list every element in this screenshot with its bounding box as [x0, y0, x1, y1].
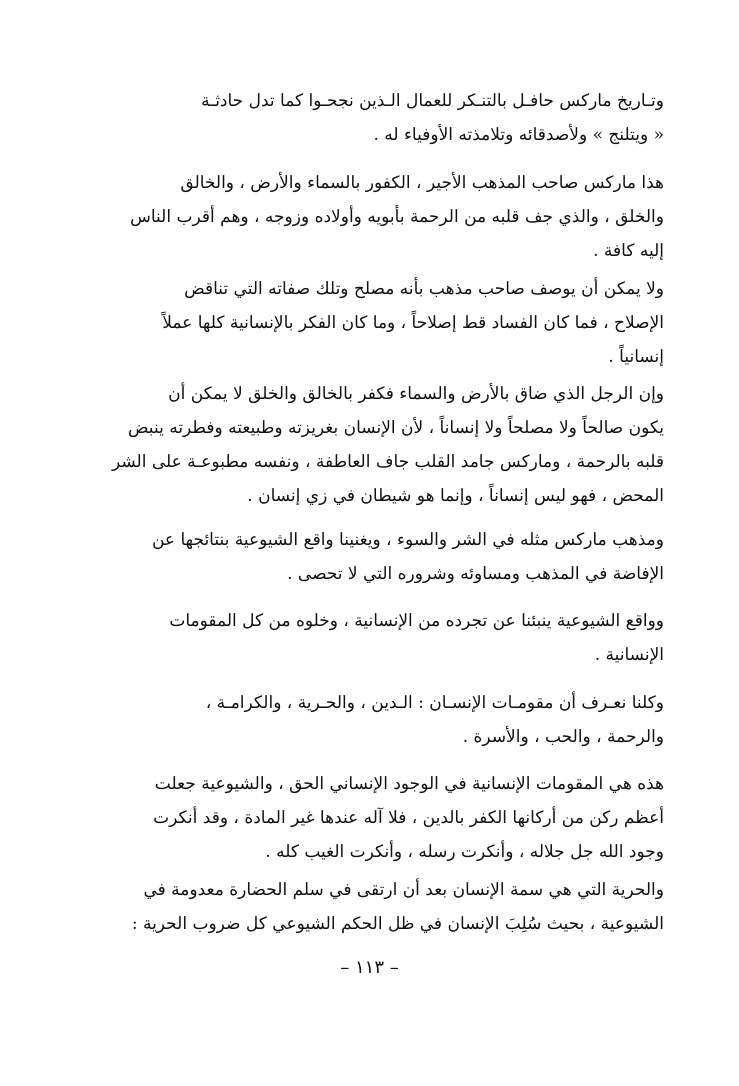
paragraph-7	[106, 686, 664, 754]
text-line: هذا ماركس صاحب المذهب الأجير ، الكفور بالسماء والأرض ، والخالق	[180, 173, 664, 193]
paragraph-4	[106, 377, 664, 513]
text-line: والخلق ، والذي جف قلبه من الرحمة بأبويه وأولاده وزوجه ، وهم أقرب الناس	[130, 207, 664, 227]
page-number: – ١١٣ –	[340, 957, 399, 978]
text-line: إنسانياً .	[608, 347, 664, 367]
text-line: وجود الله جل جلاله ، وأنكرت رسله ، وأنكرت الغيب كله .	[265, 842, 664, 862]
text-line: يكون صالحاً ولا مصلحاً ولا إنساناً ، لأن الإنسان بغريزته وطبيعته وفطرته ينبض	[127, 418, 664, 438]
text-line: وواقع الشيوعية ينبئنا عن تجرده من الإنسانية ، وخلوه من كل المقومات	[169, 611, 664, 631]
text-line: « ويتلنج » ولأصدقائه وتلامذته الأوفياء له .	[373, 125, 664, 145]
text-line: وإن الرجل الذي ضاق بالأرض والسماء فكفر بالخالق والخلق لا يمكن أن	[168, 384, 664, 404]
text-line: وكلنا نعـرف أن مقومـات الإنسـان : الـدين ، والحـرية ، والكرامـة ،	[205, 693, 664, 713]
text-line: وتـاريخ ماركس حافـل بالتنـكر للعمال الـذين نجحـوا كما تدل حادثـة	[201, 91, 664, 111]
text-line: الشيوعية ، بحيث سُلِبَ الإنسان في ظل الحكم الشيوعي كل ضروب الحرية :	[131, 914, 664, 934]
paragraph-9	[106, 873, 664, 941]
text-line: هذه هي المقومات الإنسانية في الوجود الإنساني الحق ، والشيوعية جعلت	[154, 774, 664, 794]
text-line: والحرية التي هي سمة الإنسان بعد أن ارتقى في سلم الحضارة معدومة في	[143, 880, 664, 900]
paragraph-5	[106, 523, 664, 591]
paragraph-1	[106, 84, 664, 152]
paragraph-8	[106, 767, 664, 869]
paragraph-3	[106, 272, 664, 374]
text-line: ومذهب ماركس مثله في الشر والسوء ، ويغنينا واقع الشيوعية بنتائجها عن	[151, 530, 664, 550]
text-line: الإنسانية .	[594, 645, 664, 665]
text-line: المحض ، فهو ليس إنساناً ، وإنما هو شيطان في زي إنسان .	[247, 486, 664, 506]
text-line: قلبه بالرحمة ، وماركس جامد القلب جاف العاطفة ، ونفسه مطبوعـة على الشر	[111, 452, 664, 472]
text-line: إليه كافة .	[593, 241, 664, 261]
paragraph-2	[106, 166, 664, 268]
text-line: الإفاضة في المذهب ومساوئه وشروره التي لا تحصى .	[287, 564, 664, 584]
text-line: والرحمة ، والحب ، والأسرة .	[462, 727, 664, 747]
paragraph-6	[106, 604, 664, 672]
text-line: أعظم ركن من أركانها الكفر بالدين ، فلا آله عندها غير المادة ، وقد أنكرت	[153, 808, 664, 828]
text-line: ولا يمكن أن يوصف صاحب مذهب بأنه مصلح وتلك صفاته التي تناقض	[184, 279, 664, 299]
text-line: الإصلاح ، فما كان الفساد قط إصلاحاً ، وما كان الفكر بالإنسانية كلها عملاً	[162, 313, 664, 333]
